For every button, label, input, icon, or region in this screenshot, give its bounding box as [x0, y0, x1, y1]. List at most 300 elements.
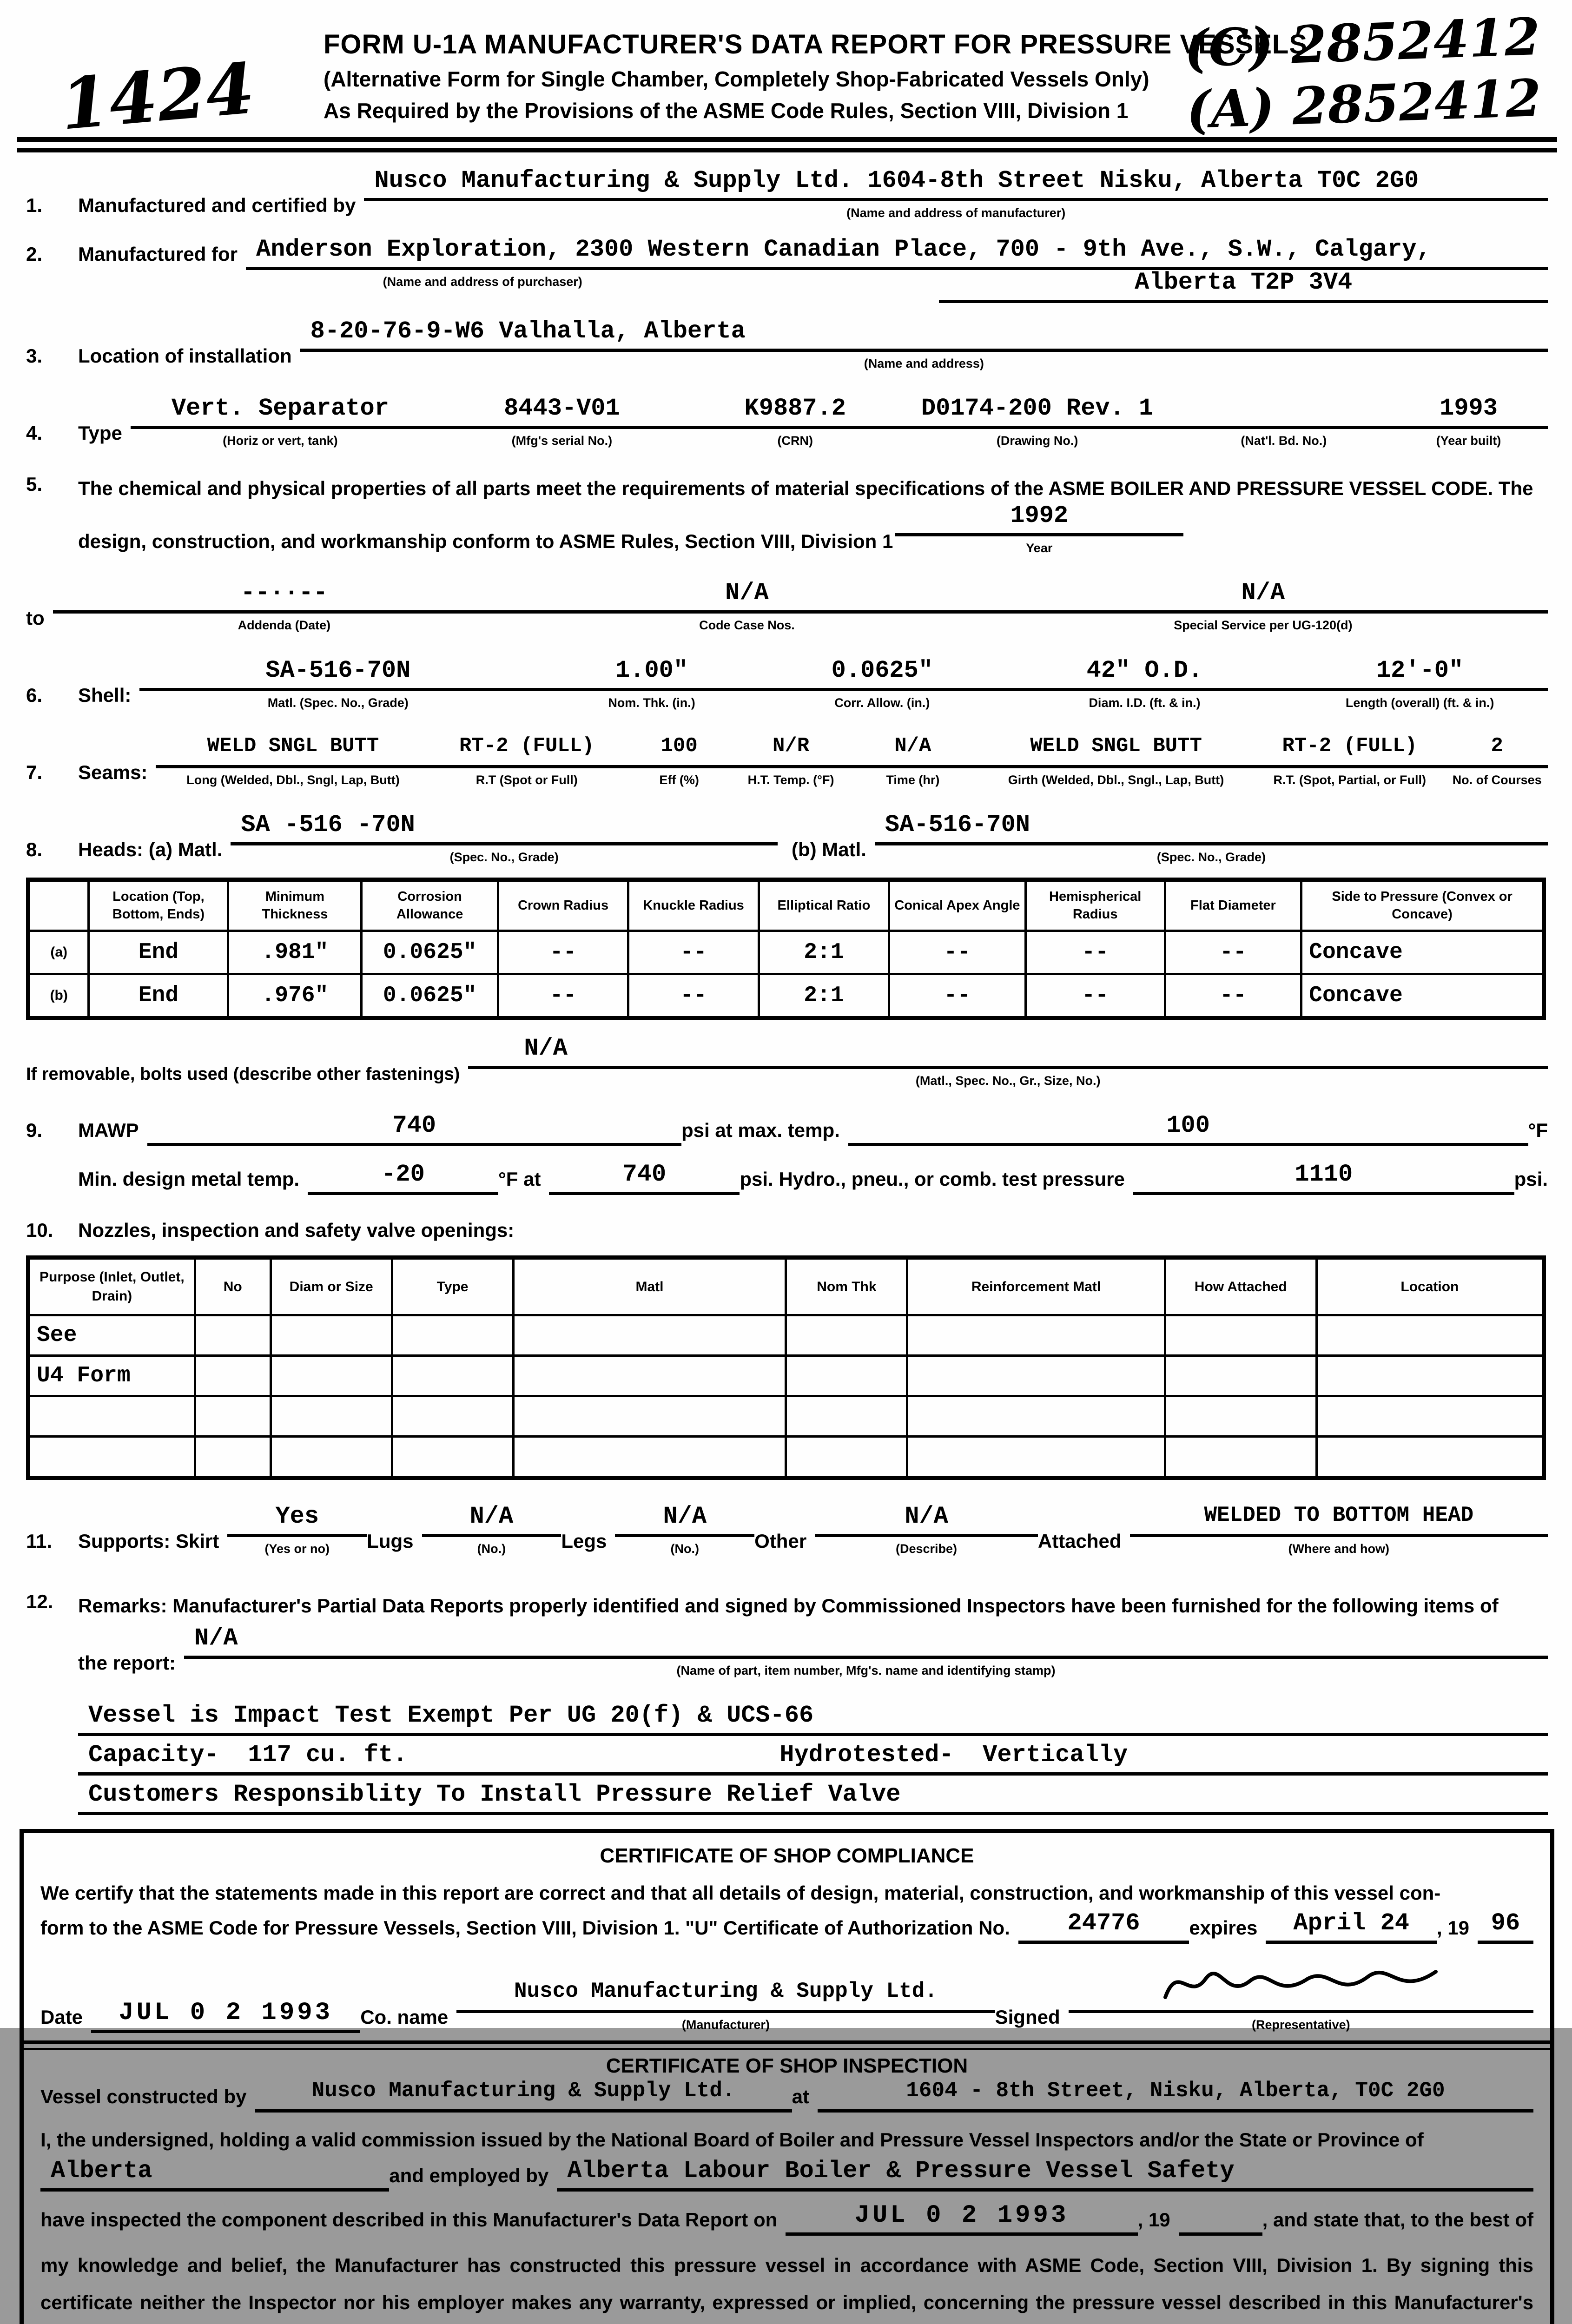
compliance-signature-line: [1069, 1953, 1533, 2013]
heads-cell: End: [89, 974, 228, 1018]
inspection-date-row: [40, 2203, 1533, 2236]
province-value: Alberta: [40, 2159, 389, 2192]
certificate-divider: [24, 2040, 1550, 2050]
other-label: Other: [754, 1530, 807, 1552]
noz-cell: [513, 1437, 786, 1478]
note-spacer: [26, 1731, 78, 1736]
seam-long-field: [156, 735, 430, 788]
item-1-label: Manufactured and certified by: [78, 194, 356, 217]
capacity-amount: 117 cu. ft.: [248, 1741, 408, 1769]
seam-rt-field: [430, 735, 623, 788]
legs-caption: (No.): [670, 1542, 699, 1556]
other-caption: (Describe): [896, 1542, 958, 1556]
heads-col-side-pressure: Side to Pressure (Convex or Concave): [1301, 879, 1544, 931]
item-9-row2: [26, 1162, 1548, 1195]
head-b-matl-caption: (Spec. No., Grade): [1156, 850, 1266, 864]
code-year-field: [895, 503, 1183, 556]
to-label: to: [26, 607, 45, 629]
head-a-matl-caption: (Spec. No., Grade): [449, 850, 559, 864]
shell-thk-caption: Nom. Thk. (in.): [608, 695, 695, 710]
noz-cell: [195, 1396, 271, 1437]
heads-cell: 0.0625": [362, 974, 498, 1018]
note-3-rule: [1140, 1782, 1548, 1815]
mawp-label: MAWP: [78, 1119, 139, 1142]
natl-board-field: [1178, 396, 1390, 449]
attached-value: WELDED TO BOTTOM HEAD: [1130, 1504, 1548, 1537]
min-temp-value: -20: [308, 1162, 498, 1195]
noz-cell-u4form: U4 Form: [28, 1356, 195, 1396]
compliance-date-stamp: JUL 0 2 1993: [91, 2000, 360, 2033]
compliance-auth-row: [40, 1911, 1533, 1944]
installation-field: [300, 319, 1548, 372]
hydro-label: psi. Hydro., pneu., or comb. test pressure: [740, 1168, 1125, 1190]
serial-field: [430, 396, 694, 449]
heads-cell: --: [889, 974, 1025, 1018]
item-5-row: [26, 473, 1548, 556]
inspected-date-stamp: JUL 0 2 1993: [786, 2203, 1137, 2236]
item-8-label-a: Heads: (a) Matl.: [78, 838, 223, 860]
noz-cell: [392, 1396, 513, 1437]
seam-girth-value: WELD SNGL BUTT: [979, 735, 1253, 768]
hydrotested-label: Hydrotested-: [779, 1741, 954, 1769]
heads-row-a-tag: (a): [28, 931, 89, 974]
inspection-title: CERTIFICATE OF SHOP INSPECTION: [606, 2054, 968, 2077]
crn-field: [694, 396, 897, 449]
nozzles-header-row: [28, 1258, 1544, 1315]
seam-courses-caption: No. of Courses: [1452, 772, 1542, 787]
form-title: FORM U-1A MANUFACTURER'S DATA REPORT FOR PRESSURE VESSELS: [324, 29, 1308, 59]
min-temp-field: [308, 1162, 498, 1195]
serial-value: 8443-V01: [430, 396, 694, 429]
remarks-text: Remarks: Manufacturer's Partial Data Reports properly identified and signed by Commissioned Inspectors have been furnished for the following items of: [78, 1595, 1499, 1617]
handwritten-a-number: (A) 2852412: [1185, 67, 1543, 140]
item-1-number: 1.: [26, 194, 43, 217]
employed-by-field: [557, 2159, 1533, 2192]
constructed-by-label: Vessel constructed by: [40, 2085, 247, 2107]
heads-cell: 2:1: [759, 931, 889, 974]
purchaser-value-line1: Anderson Exploration, 2300 Western Canadian Place, 700 - 9th Ave., S.W., Calgary,: [246, 237, 1548, 270]
purchaser-field-line2: [939, 270, 1548, 303]
note-1-rule: [1116, 1703, 1548, 1736]
installation-caption: (Name and address): [864, 357, 984, 371]
handwritten-job-number: 1424: [57, 47, 258, 146]
serial-caption: (Mfg's serial No.): [511, 434, 613, 448]
hydro-field: [1133, 1162, 1514, 1195]
shell-thk-field: [536, 658, 767, 711]
province-field: [40, 2159, 389, 2192]
heads-col-corrosion: Corrosion Allowance: [362, 879, 498, 931]
compliance-paragraph-2: form to the ASME Code for Pressure Vessels, Section VIII, Division 1. "U" Certificate of Authorization No.: [40, 1916, 1010, 1939]
item-3-label: Location of installation: [78, 345, 292, 367]
manufacturer-field: [364, 168, 1548, 221]
shell-corr-value: 0.0625": [767, 658, 997, 691]
crn-caption: (CRN): [777, 434, 813, 448]
nozzles-row-3: [28, 1396, 1544, 1437]
shell-matl-value: SA-516-70N: [139, 658, 536, 691]
shell-corr-caption: Corr. Allow. (in.): [834, 695, 930, 710]
certificates-box: [20, 1829, 1554, 2324]
noz-cell: [28, 1396, 195, 1437]
capacity-field: [78, 1743, 752, 1776]
item-1-row: [26, 168, 1548, 221]
noz-col-type: Type: [392, 1258, 513, 1315]
item-12-row: [26, 1591, 1548, 1621]
compliance-signed-label: Signed: [995, 2006, 1060, 2028]
handwritten-registration-numbers: [1183, 6, 1543, 141]
item-2-label: Manufactured for: [78, 243, 238, 265]
removable-caption: (Matl., Spec. No., Gr., Size, No.): [915, 1074, 1101, 1088]
note-2-row: [26, 1743, 1548, 1776]
seam-courses-field: [1446, 735, 1548, 788]
seam-rt-caption: R.T (Spot or Full): [476, 772, 578, 787]
noz-cell: [1316, 1356, 1544, 1396]
max-temp-unit: °F: [1528, 1119, 1548, 1142]
noz-cell: [786, 1315, 907, 1356]
remarks-field: [184, 1626, 1548, 1679]
seam-ht-field: [735, 735, 846, 788]
inspection-province-row: [40, 2159, 1533, 2192]
code-case-caption: Code Case Nos.: [699, 618, 795, 633]
heads-corner-cell: [28, 879, 89, 931]
noz-cell: [28, 1437, 195, 1478]
noz-cell: [1165, 1396, 1316, 1437]
code-year-value: 1992: [895, 503, 1183, 536]
compliance-signature-field: [1069, 1953, 1533, 2033]
noz-cell: [271, 1315, 392, 1356]
note-1-value: Vessel is Impact Test Exempt Per UG 20(f) & UCS-66: [78, 1703, 1116, 1736]
hydrotested-field: [752, 1743, 1548, 1776]
max-temp-value: 100: [848, 1113, 1528, 1146]
heads-cell: 2:1: [759, 974, 889, 1018]
item-5-number: 5.: [26, 473, 43, 495]
header-divider: [17, 137, 1557, 152]
co-name-value: Nusco Manufacturing & Supply Ltd.: [456, 1980, 995, 2013]
form-header: [324, 29, 1309, 123]
item-6-row: [26, 658, 1548, 711]
heads-col-elliptical: Elliptical Ratio: [759, 879, 889, 931]
manufacturer-value: Nusco Manufacturing & Supply Ltd. 1604-8th Street Nisku, Alberta T0C 2G0: [364, 168, 1548, 201]
noz-cell: [907, 1356, 1165, 1396]
skirt-value: Yes: [227, 1504, 367, 1537]
heads-cell: --: [1165, 931, 1301, 974]
item-6-label: Shell:: [78, 684, 132, 706]
heads-col-conical: Conical Apex Angle: [889, 879, 1025, 931]
legs-value: N/A: [615, 1504, 754, 1537]
item-8-number: 8.: [26, 838, 43, 860]
item-9-spacer: [26, 1190, 78, 1195]
lugs-field: [422, 1504, 561, 1557]
lugs-value: N/A: [422, 1504, 561, 1537]
noz-cell: [1165, 1315, 1316, 1356]
nozzles-row-4: [28, 1437, 1544, 1478]
noz-col-reinforcement: Reinforcement Matl: [907, 1258, 1165, 1315]
noz-cell: [513, 1356, 786, 1396]
attached-field: [1130, 1504, 1548, 1557]
shell-diam-value: 42" O.D.: [997, 658, 1292, 691]
seam-ht-value: N/R: [735, 735, 846, 768]
heads-col-location: Location (Top, Bottom, Ends): [89, 879, 228, 931]
min-temp-psi-field: [549, 1162, 740, 1195]
head-a-matl-value: SA -516 -70N: [231, 812, 778, 845]
item-11-number: 11.: [26, 1530, 53, 1552]
expires-field: [1266, 1911, 1437, 1944]
type-caption: (Horiz or vert, tank): [223, 434, 338, 448]
seam-girth-caption: Girth (Welded, Dbl., Sngl., Lap, Butt): [1008, 772, 1224, 787]
code-case-field: [515, 581, 978, 634]
item-8-label-b: (b) Matl.: [791, 838, 866, 860]
item-3-row: [26, 319, 1548, 372]
seam-girth-field: [979, 735, 1253, 788]
purchaser-field: [246, 237, 1548, 270]
compliance-signature-caption: (Representative): [1252, 2017, 1350, 2032]
heads-cell: --: [628, 974, 759, 1018]
remarks-report-label: the report:: [78, 1651, 176, 1674]
supports-label: Supports: Skirt: [78, 1530, 219, 1552]
at-value: 1604 - 8th Street, Nisku, Alberta, T0C 2G0: [818, 2080, 1533, 2113]
inspection-paragraph-1: I, the undersigned, holding a valid commission issued by the National Board of Boiler and Pressure Vessel Inspectors and/or the State or Province of: [40, 2128, 1424, 2151]
item-6-number: 6.: [26, 684, 43, 706]
representative-signature-icon: [1157, 1953, 1445, 2009]
heads-table: [26, 878, 1546, 1020]
item-12-number: 12.: [26, 1591, 53, 1613]
noz-cell: [1316, 1437, 1544, 1478]
expires-value: April 24: [1266, 1911, 1437, 1944]
hydrotested-orientation: Vertically: [983, 1741, 1128, 1769]
noz-cell: [195, 1356, 271, 1396]
noz-cell: [392, 1437, 513, 1478]
item-7-label: Seams:: [78, 761, 148, 783]
crn-value: K9887.2: [694, 396, 897, 429]
noz-cell-see: See: [28, 1315, 195, 1356]
expires-year-value: 96: [1478, 1911, 1533, 1944]
seam-girth-rt-field: [1253, 735, 1446, 788]
inspected-year-line: [1179, 2203, 1262, 2236]
expires-label: expires: [1189, 1916, 1258, 1939]
note-3-row: [26, 1782, 1548, 1815]
shell-length-caption: Length (overall) (ft. & in.): [1345, 695, 1494, 710]
heads-cell: --: [1025, 931, 1165, 974]
natl-board-value: [1178, 396, 1390, 429]
expires-19-label: , 19: [1436, 1916, 1470, 1939]
item-9-number: 9.: [26, 1119, 43, 1142]
min-temp-psi-value: 740: [549, 1162, 740, 1195]
note-1-row: [26, 1703, 1548, 1736]
noz-col-how-attached: How Attached: [1165, 1258, 1316, 1315]
item-4-label: Type: [78, 422, 122, 444]
item-12-spacer: [26, 1674, 78, 1679]
seam-long-caption: Long (Welded, Dbl., Sngl, Lap, Butt): [186, 772, 400, 787]
shell-length-value: 12'-0": [1292, 658, 1548, 691]
auth-no-value: 24776: [1018, 1911, 1189, 1944]
item-11-row: [26, 1504, 1548, 1557]
type-field: [131, 396, 430, 449]
hydro-value: 1110: [1133, 1162, 1514, 1195]
heads-row-b: [28, 974, 1544, 1018]
inspected-on-label: have inspected the component described in this Manufacturer's Data Report on: [40, 2208, 778, 2231]
noz-cell: [271, 1396, 392, 1437]
seam-courses-value: 2: [1446, 735, 1548, 768]
mawp-field: [147, 1113, 681, 1146]
addenda-caption: Addenda (Date): [238, 618, 331, 633]
skirt-caption: (Yes or no): [264, 1542, 330, 1556]
heads-cell: --: [889, 931, 1025, 974]
nozzles-table: [26, 1255, 1546, 1480]
seam-rt-value: RT-2 (FULL): [430, 735, 623, 768]
skirt-field: [227, 1504, 367, 1557]
form-subtitle-1: (Alternative Form for Single Chamber, Completely Shop-Fabricated Vessels Only): [324, 67, 1149, 91]
heads-cell: --: [498, 931, 628, 974]
noz-col-diam: Diam or Size: [271, 1258, 392, 1315]
at-field: [818, 2080, 1533, 2113]
seam-long-value: WELD SNGL BUTT: [156, 735, 430, 768]
noz-cell: [907, 1315, 1165, 1356]
note-1-field: [78, 1703, 1116, 1736]
head-b-matl-field: [875, 812, 1548, 865]
addenda-value: --··--: [53, 581, 516, 614]
item-12-row2: [26, 1626, 1548, 1679]
handwritten-c-number: (C) 2852412: [1183, 6, 1541, 79]
noz-cell: [513, 1315, 786, 1356]
note-3-ext: [1140, 1782, 1548, 1815]
heads-col-min-thickness: Minimum Thickness: [228, 879, 362, 931]
nozzles-row-1: [28, 1315, 1544, 1356]
mawp-mid-label: psi at max. temp.: [681, 1119, 840, 1142]
legs-field: [615, 1504, 754, 1557]
seam-girth-rt-value: RT-2 (FULL): [1253, 735, 1446, 768]
seam-eff-value: 100: [623, 735, 735, 768]
noz-cell: [1165, 1437, 1316, 1478]
special-service-field: [978, 581, 1548, 634]
inspected-tail-label: , and state that, to the best of: [1262, 2208, 1533, 2231]
code-year-caption: Year: [1026, 541, 1053, 555]
legs-label: Legs: [561, 1530, 607, 1552]
item-2-number: 2.: [26, 243, 43, 265]
seam-eff-field: [623, 735, 735, 788]
drawing-value: D0174-200 Rev. 1: [897, 396, 1178, 429]
note-1-ext: [1116, 1703, 1548, 1736]
shell-matl-caption: Matl. (Spec. No., Grade): [267, 695, 409, 710]
item-5-body: [78, 473, 1548, 556]
noz-col-location: Location: [1316, 1258, 1544, 1315]
shell-thk-value: 1.00": [536, 658, 767, 691]
noz-col-nom-thk: Nom Thk: [786, 1258, 907, 1315]
noz-cell: [786, 1437, 907, 1478]
code-case-value: N/A: [515, 581, 978, 614]
other-value: N/A: [815, 1504, 1038, 1537]
heads-cell: .981": [228, 931, 362, 974]
item-3-number: 3.: [26, 345, 43, 367]
head-a-matl-field: [231, 812, 778, 865]
seam-girth-rt-caption: R.T. (Spot, Partial, or Full): [1273, 772, 1427, 787]
heads-cell: --: [628, 931, 759, 974]
noz-cell: [1316, 1315, 1544, 1356]
noz-cell: [392, 1356, 513, 1396]
capacity-label: Capacity-: [88, 1741, 219, 1769]
heads-col-crown: Crown Radius: [498, 879, 628, 931]
shell-diam-caption: Diam. I.D. (ft. & in.): [1089, 695, 1201, 710]
purchaser-value-line2: Alberta T2P 3V4: [939, 270, 1548, 303]
noz-cell: [271, 1356, 392, 1396]
auth-no-field: [1018, 1911, 1189, 1944]
item-8-row: [26, 812, 1548, 865]
item-7-number: 7.: [26, 761, 43, 783]
compliance-paragraph-1: We certify that the statements made in this report are correct and that all details of design, material, construction, and workmanship of this vessel con-: [40, 1882, 1441, 1904]
noz-cell: [786, 1396, 907, 1437]
mawp-value: 740: [147, 1113, 681, 1146]
item-10-label: Nozzles, inspection and safety valve openings:: [78, 1219, 515, 1241]
heads-cell: Concave: [1301, 931, 1544, 974]
min-temp-at-label: °F at: [498, 1168, 541, 1190]
note-3-value: Customers Responsiblity To Install Pressure Relief Valve: [78, 1782, 1140, 1815]
noz-col-matl: Matl: [513, 1258, 786, 1315]
year-built-value: 1993: [1389, 396, 1548, 429]
note-spacer: [26, 1810, 78, 1815]
shell-diam-field: [997, 658, 1292, 711]
inspection-paragraph-2: my knowledge and belief, the Manufacturer has constructed this pressure vessel in accordance with ASME Code, Section VIII, Division 1. By signing this certificate neither the Inspector nor his employer makes any warranty, expressed or implied, concerning the pressure vessel described in this Manufacturer's: [40, 2254, 1533, 2313]
co-name-field: [456, 1980, 995, 2033]
heads-cell: .976": [228, 974, 362, 1018]
attached-caption: (Where and how): [1288, 1542, 1390, 1556]
hydro-psi-label: psi.: [1514, 1168, 1548, 1190]
heads-cell: 0.0625": [362, 931, 498, 974]
purchaser-caption-wrap: [26, 270, 939, 290]
heads-col-flat: Flat Diameter: [1165, 879, 1301, 931]
drawing-field: [897, 396, 1178, 449]
employed-by-label: and employed by: [389, 2164, 549, 2186]
note-spacer: [26, 1771, 78, 1776]
co-name-caption: (Manufacturer): [681, 2017, 770, 2032]
shell-matl-field: [139, 658, 536, 711]
attached-label: Attached: [1037, 1530, 1122, 1552]
heads-row-a: [28, 931, 1544, 974]
compliance-date-field: [91, 2000, 360, 2033]
noz-cell: [1316, 1396, 1544, 1437]
heads-cell: Concave: [1301, 974, 1544, 1018]
noz-cell: [1165, 1356, 1316, 1396]
seam-time-field: [847, 735, 979, 788]
max-temp-field: [848, 1113, 1528, 1146]
noz-col-no: No: [195, 1258, 271, 1315]
item-2-row: [26, 237, 1548, 270]
head-b-matl-value: SA-516-70N: [875, 812, 1548, 845]
expires-year-field: [1478, 1911, 1533, 1944]
shell-corr-field: [767, 658, 997, 711]
item-9-row: [26, 1113, 1548, 1146]
noz-col-purpose: Purpose (Inlet, Outlet, Drain): [28, 1258, 195, 1315]
at-label: at: [792, 2085, 809, 2107]
shell-length-field: [1292, 658, 1548, 711]
compliance-sign-row: [40, 1953, 1533, 2033]
seam-ht-caption: H.T. Temp. (°F): [747, 772, 834, 787]
inspection-built-row: [40, 2080, 1533, 2113]
noz-cell: [786, 1356, 907, 1396]
noz-cell: [195, 1437, 271, 1478]
constructed-by-value: Nusco Manufacturing & Supply Ltd.: [255, 2080, 792, 2113]
item-5-text: The chemical and physical properties of all parts meet the requirements of material specifications of the ASME BOILER AND PRESSURE VESSEL CODE. The design, construction, and workmanship conform to ASME Rules, Section VIII, Division 1: [78, 477, 1533, 553]
lugs-caption: (No.): [477, 1542, 506, 1556]
natl-board-caption: (Nat'l. Bd. No.): [1241, 434, 1327, 448]
constructed-by-field: [255, 2080, 792, 2113]
noz-cell: [195, 1315, 271, 1356]
note-3-field: [78, 1782, 1140, 1815]
inspected-19-label: , 19: [1137, 2208, 1170, 2231]
item-7-row: [26, 735, 1548, 788]
type-value: Vert. Separator: [131, 396, 430, 429]
special-service-value: N/A: [978, 581, 1548, 614]
heads-row-b-tag: (b): [28, 974, 89, 1018]
co-name-label: Co. name: [360, 2006, 449, 2028]
noz-cell: [907, 1437, 1165, 1478]
